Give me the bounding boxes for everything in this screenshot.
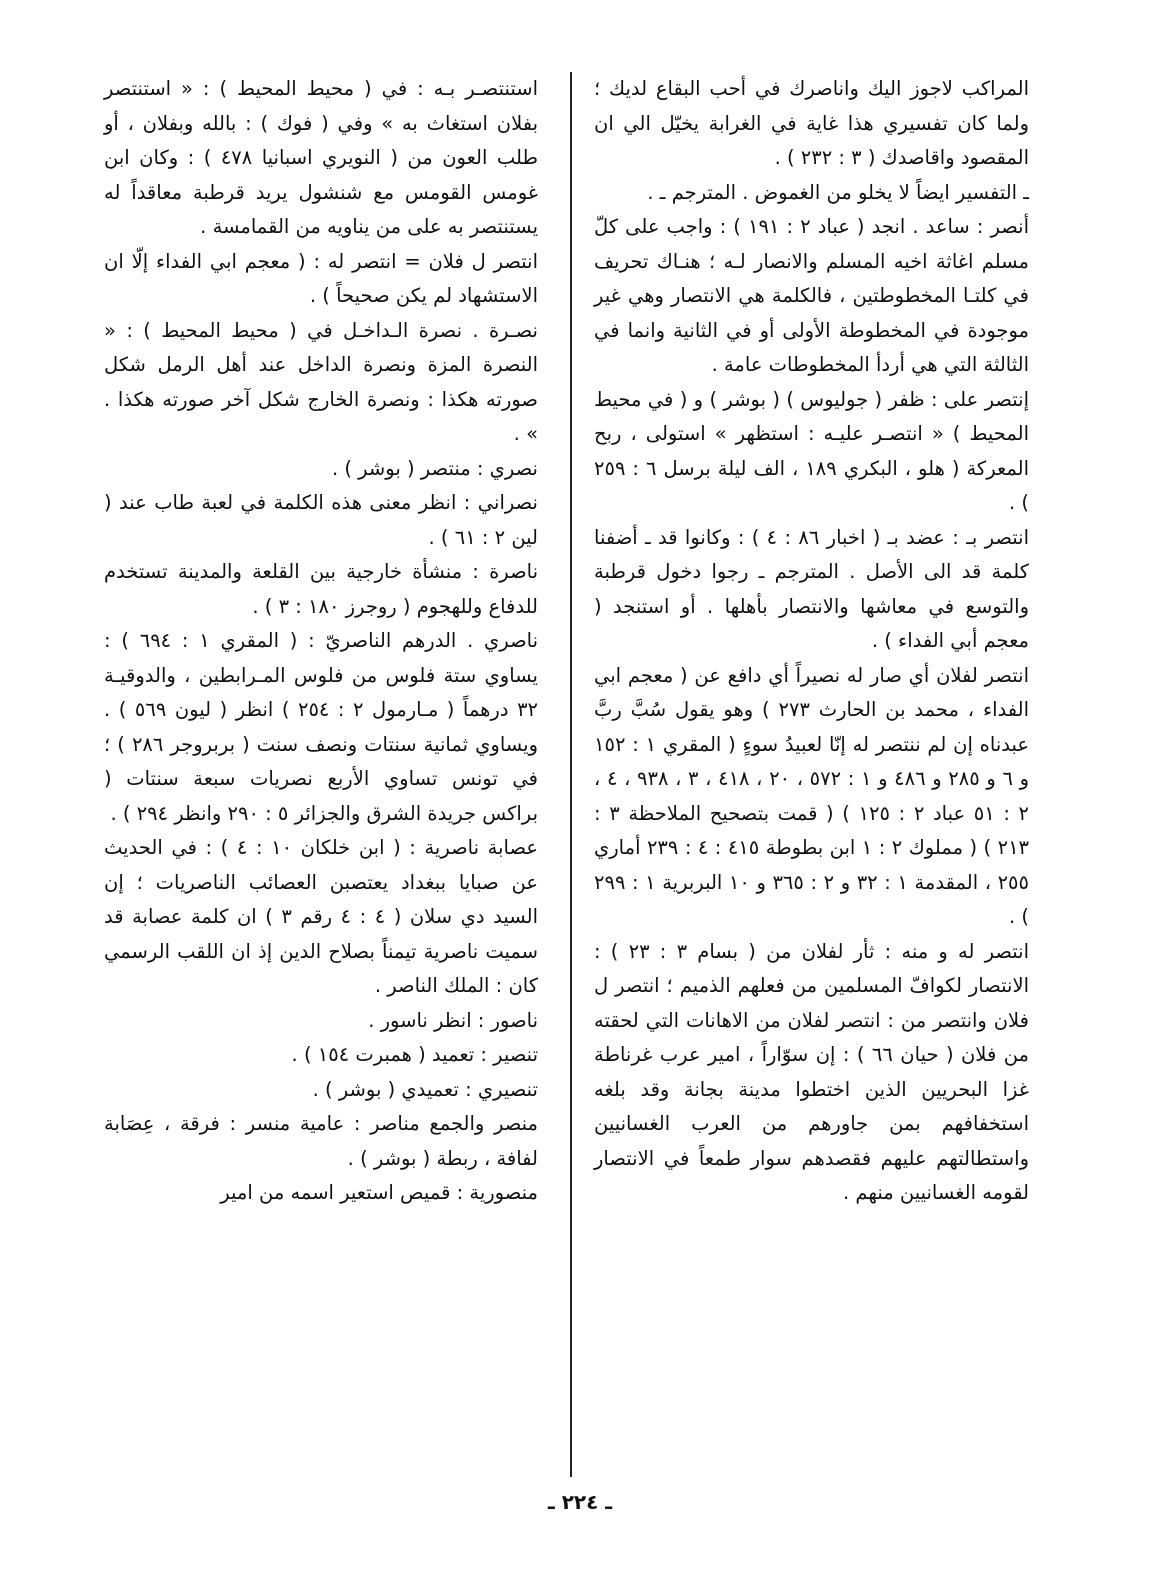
column-divider <box>570 72 572 1477</box>
paragraph: ـ التفسير ايضاً لا يخلو من الغموض . المترجم ـ . <box>647 180 1029 204</box>
paragraph: أنصر : ساعد . انجد ( عباد ٢ : ١٩١ ) : واجب على كلّ مسلم اغاثة اخيه المسلم والانصار لـه ؛ هنـاك تحريف في كلتـا المخطوطتين ، فالكلمة هي الانتصار وهي غير موجودة في المخطوطة الأولى أو في الثانية وانما في الثالثة التي هي أردأ المخطوطات عامة . <box>594 215 1030 376</box>
paragraph: نصري : منتصر ( بوشر ) . <box>331 456 538 480</box>
paragraph: انتصر لفلان أي صار له نصيراً أي دافع عن ( معجم ابي الفداء ، محمد بن الحارث ٢٧٣ ) وهو يقول سُبَّ ربَّ عبدناه إن لم ننتصر له إنّا لعبيدُ سوءٍ ( المقري ١ : ١٥٢ و ٦ و ٢٨٥ و ٤٨٦ و ١ : ٥٧٢ ، ٢٠ ، ٤١٨ ، ٣ ، ٩٣٨ ، ٤ ، ٢ : ٥١ عباد ٢ : ١٢٥ ) ( قمت بتصحيح الملاحظة ٣ : ٢١٣ ) ( مملوك ٢ : ١ ابن بطوطة ٤١٥ : ٤ : ٢٣٩ أماري ٢٥٥ ، المقدمة ١ : ٣٢ و ٢ : ٣٦٥ و ١٠ البربرية ١ : ٢٩٩ ) . <box>594 663 1030 928</box>
paragraph: ناصري . الدرهم الناصريّ : ( المقري ١ : ٦٩٤ ) : يساوي ستة فلوس من فلوس المـرابطين ، والدوقيـة ٣٢ درهماً ( مـارمول ٢ : ٢٥٤ ) انظر ( ليون ٥٦٩ ) . ويساوي ثمانية سنتات ونصف سنت ( بربروجر ٢٨٦ ) ؛ في تونس تساوي الأربع نصريات سبعة سنتات ( براكس جريدة الشرق والجزائر ٥ : ٢٩٠ وانظر ٢٩٤ ) . <box>104 629 539 825</box>
paragraph: انتصر له و منه : ثأر لفلان من ( بسام ٣ : ٢٣ ) : الانتصار لكوافّ المسلمين من فعلهم الذميم ؛ انتصر ل فلان وانتصر من : انتصر لفلان من الاهانات التي لحقته من فلان ( حيان ٦٦ ) : إن سوّاراً ، امير عرب غرناطة غزا البحريين الذين اختطوا مدينة بجانة وقد بلغه استخفافهم بمن جاورهم من العرب الغسانيين واستطالتهم عليهم فقصدهم سوار طمعاً في الانتصار لقومه الغسانيين منهم . <box>594 939 1030 1204</box>
paragraph: انتصر بـ : عضد بـ ( اخبار ٨٦ : ٤ ) : وكانوا قد ـ أضفنا كلمة قد الى الأصل . المترجم ـ رجوا دخول قرطبة والتوسع في معاشها والانتصار بأهلها . أو استنجد ( معجم أبي الفداء ) . <box>594 525 1029 652</box>
paragraph: تنصيري : تعميدي ( بوشر ) . <box>312 1077 538 1101</box>
paragraph: نصراني : انظر معنى هذه الكلمة في لعبة طاب عند ( لين ٢ : ٦١ ) . <box>104 491 538 549</box>
paragraph: استنتصـر بـه : في ( محيط المحيط ) : « استنتصر بفلان استغاث به » وفي ( فوك ) : بالله وبفلان ، أو طلب العون من ( النويري اسبانيا ٤٧٨ ) : وكان ابن غومس القومس مع شنشول يريد قرطبة معاقداً له يستنتصر به على من يناويه من القمامسة . <box>104 77 538 238</box>
left-column <box>104 72 538 1211</box>
paragraph: المراكب لاجوز اليك واناصرك في أحب البقاع لديك ؛ ولما كان تفسيري هذا غاية في الغرابة يخيّل الي ان المقصود واقاصدك ( ٣ : ٢٣٢ ) . <box>594 77 1029 169</box>
paragraph: ناصرة : منشأة خارجية بين القلعة والمدينة تستخدم للدفاع وللهجوم ( روجرز ١٨٠ : ٣ ) . <box>104 560 538 618</box>
paragraph: تنصير : تعميد ( همبرت ١٥٤ ) . <box>291 1043 538 1066</box>
paragraph: إنتصر على : ظفر ( جوليوس ) ( بوشر ) و ( في محيط المحيط ) « انتصـر عليـه : استظهر » استولى ، ربح المعركة ( هلو ، البكري ١٨٩ ، الف ليلة برسل ٦ : ٢٥٩ ) . <box>594 387 1029 514</box>
paragraph: منصورية : قميص استعير اسمه من امير <box>220 1181 538 1204</box>
paragraph: منصر والجمع مناصر : عامية منسر : فرقة ، عِصَابة لفافة ، ربطة ( بوشر ) . <box>104 1112 538 1170</box>
paragraph: عصابة ناصرية : ( ابن خلكان ١٠ : ٤ ) : في الحديث عن صبايا ببغداد يعتصبن العصائب الناصريات ؛ إن السيد دي سلان ( ٤ : ٤ رقم ٣ ) ان كلمة عصابة قد سميت ناصرية تيمناً بصلاح الدين إذ ان اللقب الرسمي كان : الملك الناصر . <box>104 836 538 997</box>
paragraph: ناصور : انظر ناسور . <box>368 1008 538 1032</box>
paragraph: نصـرة . نصرة الـداخـل في ( محيط المحيط ) : « النصرة المزة ونصرة الداخل عند أهل الرمل شكل صورته هكذا : ونصرة الخارج شكل آخر صورته هكذا . » . <box>104 318 538 445</box>
right-column <box>594 72 1029 1211</box>
page-number: ـ ٢٢٤ ـ <box>547 1490 613 1514</box>
paragraph: انتصر ل فلان = انتصر له : ( معجم ابي الفداء إلّا ان الاستشهاد لم يكن صحيحاً ) . <box>104 249 538 307</box>
